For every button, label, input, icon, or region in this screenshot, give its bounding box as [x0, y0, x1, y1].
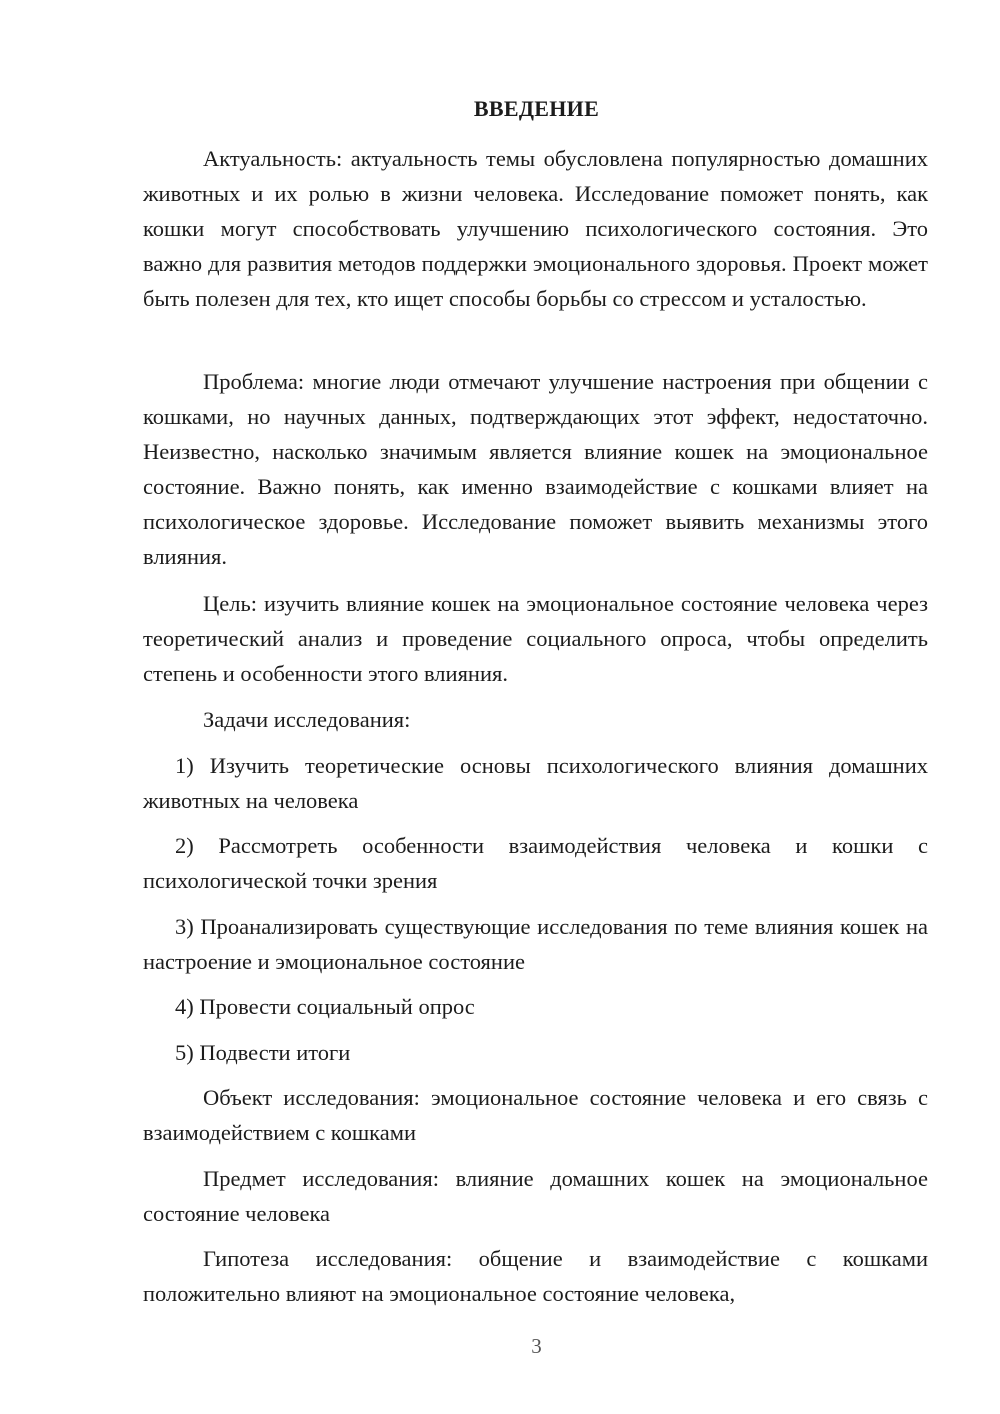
task-item-3: 3) Проанализировать существующие исследования по теме влияния кошек на настроение и эмоциональное состояние — [143, 914, 928, 974]
task-item-4: 4) Провести социальный опрос — [175, 994, 475, 1019]
relevance-paragraph: Актуальность: актуальность темы обусловлена популярностью домашних животных и их ролью в жизни человека. Исследование поможет понять, как кошки могут способствовать улучшению психологического состояния. Это важно для развития методов поддержки эмоционального здоровья. Проект может быть полезен для тех, кто ищет способы борьбы со стрессом и усталостью. — [143, 146, 928, 311]
task-item-1: 1) Изучить теоретические основы психологического влияния домашних животных на человека — [143, 753, 928, 813]
page-number: 3 — [531, 1334, 542, 1358]
tasks-title: Задачи исследования: — [203, 707, 411, 732]
hypothesis-paragraph: Гипотеза исследования: общение и взаимодействие с кошками положительно влияют на эмоциональное состояние человека, — [143, 1246, 928, 1306]
problem-paragraph: Проблема: многие люди отмечают улучшение настроения при общении с кошками, но научных данных, подтверждающих этот эффект, недостаточно. Неизвестно, насколько значимым является влияние кошек на эмоциональное состояние. Важно понять, как именно взаимодействие с кошками влияет на психологическое здоровье. Исследование поможет выявить механизмы этого влияния. — [143, 369, 928, 569]
task-item-2: 2) Рассмотреть особенности взаимодействия человека и кошки с психологической точки зрения — [143, 833, 928, 893]
object-paragraph: Объект исследования: эмоциональное состояние человека и его связь с взаимодействием с кошками — [143, 1085, 928, 1145]
task-item-5: 5) Подвести итоги — [175, 1040, 351, 1065]
goal-paragraph: Цель: изучить влияние кошек на эмоциональное состояние человека через теоретический анализ и проведение социального опроса, чтобы определить степень и особенности этого влияния. — [143, 591, 928, 686]
section-heading: ВВЕДЕНИЕ — [473, 96, 600, 121]
subject-paragraph: Предмет исследования: влияние домашних кошек на эмоциональное состояние человека — [143, 1166, 928, 1226]
